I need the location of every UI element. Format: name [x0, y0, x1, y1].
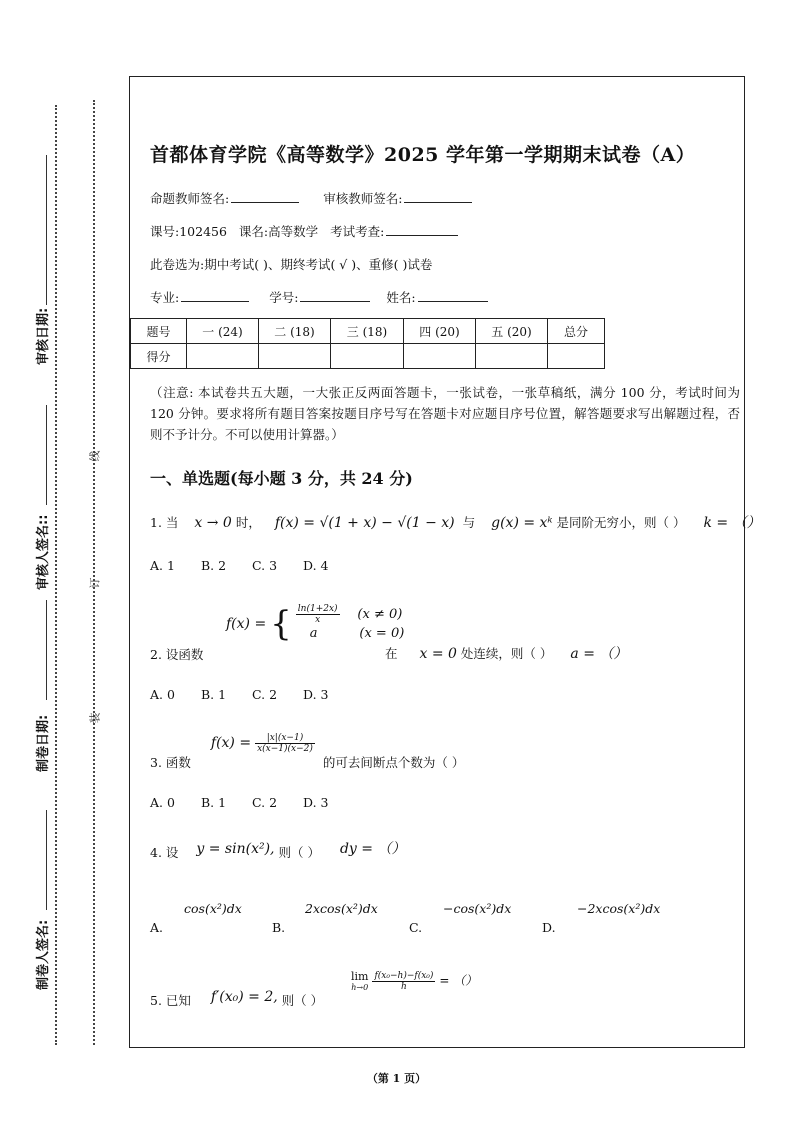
score-row-label: 得分 [131, 344, 187, 369]
course-row [150, 222, 464, 240]
q1-t2: 与 [462, 515, 476, 530]
q2-brace-icon: { [270, 604, 292, 644]
score-cell[interactable] [259, 344, 331, 369]
q5-limit [351, 970, 477, 992]
q3-t1: 的可去间断点个数为（ ） [322, 755, 465, 770]
q2-case2-cond: (x = 0) [359, 626, 405, 641]
q1-ask: k = （） [703, 515, 761, 531]
q2-option-a[interactable]: A. 0 [150, 687, 175, 702]
question-3 [150, 733, 465, 770]
q1-g: g(x) = xᵏ [491, 515, 553, 531]
binding-dotted-line-inner [93, 100, 95, 1045]
exam-notice: （注意: 本试卷共五大题，一大张正反两面答题卡，一张试卷，一张草稿纸，满分 100 分，考试时间为 120 分钟。要求将所有题目答案按题目序号写在答题卡对应题目序号位置，解答题要求写出解题过程，否则不予计分。不可以使用计算器。） [150, 385, 740, 442]
q2-prefix: 2. 设函数 [150, 647, 204, 662]
score-cell[interactable] [476, 344, 548, 369]
question-1 [150, 512, 761, 532]
q4-t1: 则（ ） [278, 845, 320, 860]
q4-option-b[interactable]: B. [272, 920, 286, 935]
q1-cond: x → 0 [194, 515, 232, 531]
q1-t1: 时， [235, 515, 261, 530]
q2-t1: 在 [385, 646, 398, 661]
q4-option-a-expr: cos(x²)dx [184, 901, 242, 916]
paper-use-row: 此卷选为:期中考试( )、期终考试( √ )、重修( )试卷 [150, 257, 433, 272]
q2-case1-frac: $\frac{\ln(1+2x)}{x}$ [297, 604, 338, 625]
score-header-cell: 五 (20) [476, 319, 548, 344]
reviewer-date-label: 审核日期: [36, 307, 51, 365]
q5-lim: lim h→0 [351, 970, 369, 992]
course-no: 课号:102456 [150, 224, 227, 239]
maker-sign-line [46, 810, 47, 910]
question-4 [150, 838, 405, 858]
q5-given: f′(x₀) = 2, [210, 989, 278, 1005]
q5-frac: $\frac{\text{f(x₀−h)−f(x₀)}}{h}$ [374, 970, 434, 992]
score-table-header-row [131, 319, 605, 344]
name-label: 姓名: [386, 290, 416, 305]
q2-piecewise [226, 604, 404, 644]
maker-date-line [46, 600, 47, 700]
q4-option-d-expr: −2xcos(x²)dx [577, 901, 661, 916]
q1-option-b[interactable]: B. 2 [201, 558, 227, 573]
q3-option-a[interactable]: A. 0 [150, 795, 175, 810]
score-header-cell: 一 (24) [187, 319, 259, 344]
proposer-label: 命题教师签名: [150, 191, 230, 206]
q1-prefix: 1. 当 [150, 515, 179, 530]
major-label: 专业: [150, 290, 180, 305]
reviewer-date-line [46, 155, 47, 305]
checker-label: 审核教师签名: [323, 191, 403, 206]
student-no-label: 学号: [269, 290, 299, 305]
q5-ask: = （） [439, 973, 478, 988]
student-no-blank[interactable] [300, 289, 370, 302]
score-cell[interactable] [331, 344, 404, 369]
q3-option-b[interactable]: B. 1 [201, 795, 227, 810]
q4-option-c[interactable]: C. [409, 920, 423, 935]
exam-type-label: 考试考查: [330, 224, 385, 239]
name-blank[interactable] [418, 289, 488, 302]
score-cell[interactable] [187, 344, 259, 369]
reviewer-sign-label: 审核人签名:: [36, 514, 51, 590]
score-table [130, 318, 605, 369]
q4-option-b-expr: 2xcos(x²)dx [305, 901, 378, 916]
q2-option-c[interactable]: C. 2 [252, 687, 278, 702]
score-header-cell: 二 (18) [259, 319, 331, 344]
q5-t1: 则（ ） [281, 993, 324, 1008]
q4-y: y = sin(x²), [196, 841, 275, 857]
q1-option-c[interactable]: C. 3 [252, 558, 278, 573]
score-header-cell: 总分 [548, 319, 605, 344]
q2-t2: 处连续，则（ ） [460, 646, 553, 661]
q5-prefix: 5. 已知 [150, 993, 191, 1008]
binding-char-zhuang: 装 [88, 712, 102, 724]
q2-point: x = 0 [419, 646, 457, 662]
course-name: 课名:高等数学 [238, 224, 319, 239]
q2-ask: a = （） [570, 646, 628, 662]
q3-option-c[interactable]: C. 2 [252, 795, 278, 810]
score-cell[interactable] [548, 344, 605, 369]
q3-option-d[interactable]: D. 3 [303, 795, 329, 810]
major-blank[interactable] [181, 289, 249, 302]
q1-option-d[interactable]: D. 4 [303, 558, 329, 573]
q2-case1-cond: (x ≠ 0) [357, 607, 403, 622]
score-table-score-row [131, 344, 605, 369]
signature-row [150, 189, 478, 207]
page-number: （第 1 页） [366, 1072, 427, 1085]
checker-blank[interactable] [404, 190, 472, 203]
binding-char-ding: 订 [88, 577, 102, 589]
question-5 [150, 987, 324, 1008]
q2-case2: a [309, 626, 318, 641]
q3-frac: $\frac{|x|(x-1)}{x(x-1)(x-2)}$ [257, 733, 313, 754]
reviewer-sign-line [46, 405, 47, 505]
q1-t3: 是同阶无穷小，则（ ） [556, 515, 686, 530]
q3-prefix: 3. 函数 [150, 755, 191, 770]
score-header-cell: 题号 [131, 319, 187, 344]
exam-type-blank[interactable] [386, 223, 458, 236]
q2-rest [385, 643, 627, 663]
binding-dotted-line-outer [55, 105, 57, 1045]
q2-cases [296, 604, 405, 644]
score-header-cell: 三 (18) [331, 319, 404, 344]
maker-date-label: 制卷日期: [36, 714, 51, 772]
q1-f: f(x) = √(1 + x) − √(1 − x) [274, 515, 455, 531]
q2-option-b[interactable]: B. 1 [201, 687, 227, 702]
q3-f-lhs: f(x) = [210, 735, 252, 751]
score-cell[interactable] [404, 344, 476, 369]
q4-ask: dy = （） [339, 841, 406, 857]
section-title: 一、单选题(每小题 3 分，共 24 分) [150, 469, 413, 488]
q4-option-a[interactable]: A. [150, 920, 164, 935]
q2-option-d[interactable]: D. 3 [303, 687, 329, 702]
question-2 [150, 645, 203, 663]
maker-sign-label: 制卷人签名: [36, 919, 51, 990]
score-header-cell: 四 (20) [404, 319, 476, 344]
q2-f-lhs: f(x) = [226, 616, 267, 632]
student-info-row [150, 288, 494, 306]
proposer-blank[interactable] [231, 190, 299, 203]
q1-option-a[interactable]: A. 1 [150, 558, 175, 573]
page-title: 首都体育学院《高等数学》2025 学年第一学期期末试卷（A） [150, 144, 696, 166]
binding-char-xian: 线 [88, 450, 102, 462]
q4-prefix: 4. 设 [150, 845, 179, 860]
q4-option-c-expr: −cos(x²)dx [443, 901, 512, 916]
q4-option-d[interactable]: D. [542, 920, 556, 935]
